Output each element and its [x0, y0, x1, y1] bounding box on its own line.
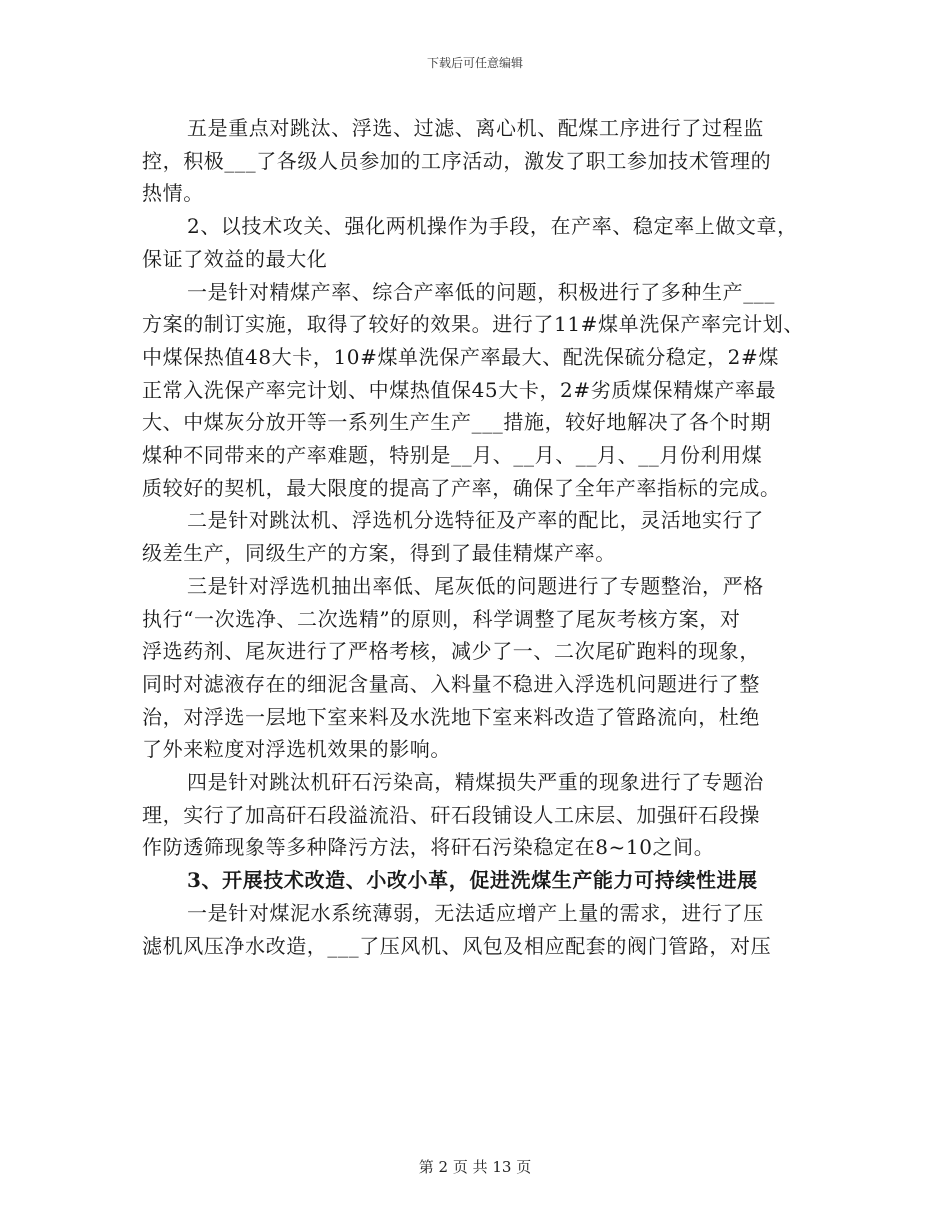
text-line: 二是针对跳汰机、浮选机分选特征及产率的配比，灵活地实行了	[187, 508, 764, 533]
text-line: 正常入洗保产率完计划、中煤热值保45大卡，2#劣质煤保精煤产率最	[142, 377, 777, 402]
text-line: 四是针对跳汰机矸石污染高，精煤损失严重的现象进行了专题治	[187, 770, 764, 795]
text-line: 五是重点对跳汰、浮选、过滤、离心机、配煤工序进行了过程监	[187, 116, 764, 140]
page-header: 下载后可任意编辑	[426, 56, 523, 70]
paragraph	[142, 276, 810, 505]
text-line: 一是针对精煤产率、综合产率低的问题，积极进行了多种生产___	[187, 279, 775, 304]
text-line: 3、开展技术改造、小改小革，促进洗煤生产能力可持续性进展	[187, 868, 758, 893]
text-line: 大、中煤灰分放开等一系列生产生产___措施，较好地解决了各个时期	[142, 410, 772, 435]
paragraph	[142, 897, 810, 962]
paragraph	[142, 570, 810, 766]
text-line: 理，实行了加高矸石段溢流沿、矸石段铺设人工床层、加强矸石段操	[142, 802, 760, 827]
text-line: 保证了效益的最大化	[142, 246, 328, 271]
text-line: 中煤保热值48大卡，10#煤单洗保产率最大、配洗保硫分稳定，2#煤	[142, 344, 779, 369]
text-line: 作防透筛现象等多种降污方法，将矸石污染稳定在8~10之间。	[142, 835, 715, 860]
text-line: 三是针对浮选机抽出率低、尾灰低的问题进行了专题整治，严格	[187, 573, 764, 598]
section-heading	[142, 864, 810, 897]
text-line: 滤机风压净水改造，___了压风机、风包及相应配套的阀门管路，对压	[142, 933, 772, 958]
paragraph	[142, 504, 810, 569]
page-number: 第 2 页 共 13 页	[418, 1158, 532, 1176]
text-line: 方案的制订实施，取得了较好的效果。进行了11#煤单洗保产率完计划、	[142, 312, 805, 337]
text-line: 质较好的契机，最大限度的提高了产率，确保了全年产率指标的完成。	[142, 475, 781, 500]
text-line: 执行“一次选净、二次选精”的原则，科学调整了尾灰考核方案，对	[142, 606, 741, 631]
text-line: 2、以技术攻关、强化两机操作为手段，在产率、稳定率上做文章，	[187, 214, 798, 239]
text-line: 一是针对煤泥水系统薄弱，无法适应增产上量的需求，进行了压	[187, 900, 764, 925]
text-line: 了外来粒度对浮选机效果的影响。	[142, 737, 451, 762]
text-line: 同时对滤液存在的细泥含量高、入料量不稳进入浮选机问题进行了整	[142, 671, 760, 696]
text-line: 治，对浮选一层地下室来料及水洗地下室来料改造了管路流向，杜绝	[142, 704, 760, 729]
text-line: 级差生产，同级生产的方案，得到了最佳精煤产率。	[142, 541, 616, 566]
text-line: 控，积极___了各级人员参加的工序活动，激发了职工参加技术管理的	[142, 148, 772, 173]
paragraph	[142, 112, 810, 210]
text-line: 浮选药剂、尾灰进行了严格考核，减少了一、二次尾矿跑料的现象，	[142, 639, 760, 664]
document-body	[142, 112, 810, 962]
text-line: 热情。	[142, 181, 204, 206]
paragraph	[142, 210, 810, 275]
text-line: 煤种不同带来的产率难题，特别是__月、__月、__月、__月份利用煤	[142, 443, 763, 468]
paragraph	[142, 766, 810, 864]
